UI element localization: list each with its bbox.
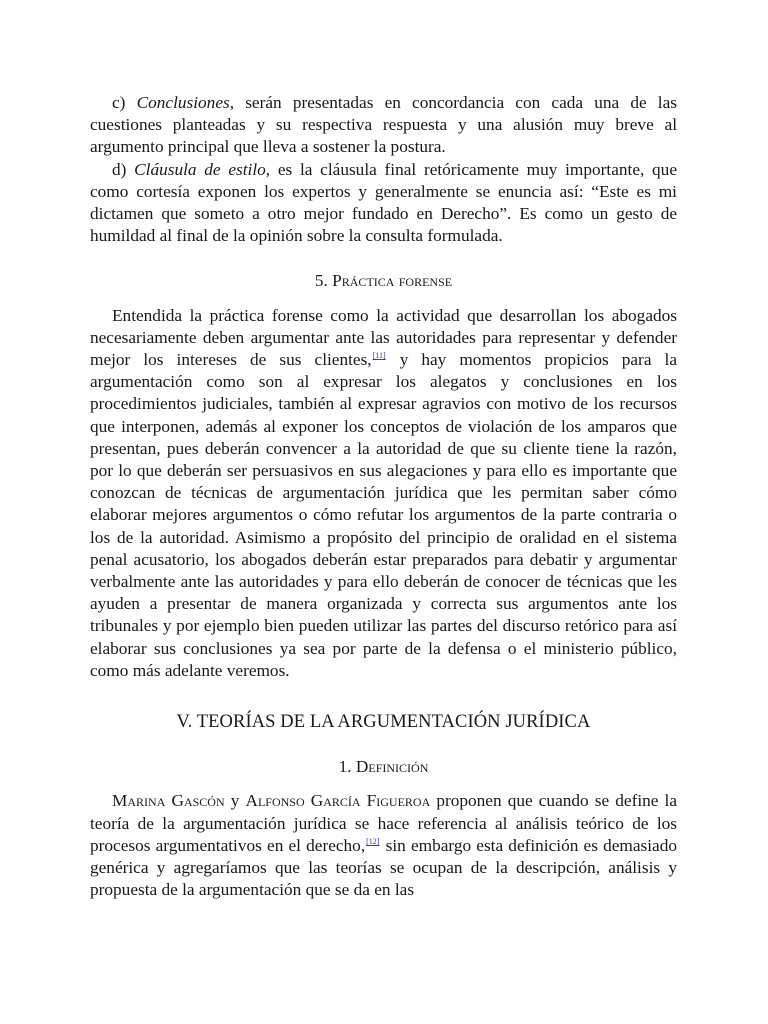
list-label-c: c) [112, 93, 137, 112]
paragraph-text: sin embargo esta definición es demasiado genérica y agregaríamos que las teorías se ocupan de la descripción, análisis y propuesta de la argumentación que se da en las [90, 835, 677, 900]
paragraph-text: , es la cláusula final retóricamente muy importante, que como cortesía exponen los expertos y generalmente se enuncia así: “Este es mi dictamen que someto a otro mejor fundado en Derecho”. Es como un gesto de humildad al final de la opinión sobre la consulta formulada. [90, 159, 677, 246]
paragraph-text: proponen que cuando se define la teoría de la argumentación jurídica se hace referencia al análisis teórico de los procesos argumentativos en el derecho, [90, 791, 678, 855]
paragraph-definicion [90, 790, 677, 901]
connector-text: y [224, 791, 246, 811]
paragraph-text: Entendida la práctica forense como la actividad que desarrollan los abogados necesariamente deben argumentar ante las autoridades para representar y defender mejor los intereses de sus clientes, [90, 305, 677, 370]
paragraph-text: y hay momentos propicios para la argumentación como son al expresar los alegatos y conclusiones en los procedimientos judiciales, también al expresar agravios con motivo de los recursos que interponen, además al exponer los conceptos de violación de los amparos que presentan, pues deberán convencer a la autoridad de que su cliente tiene la razón, por lo que deberán ser persuasivos en sus alegaciones y para ello es importante que conozcan de técnicas de argumentación jurídica que les permitan saber cómo elaborar mejores argumentos o cómo refutar los argumentos de la parte contraria o los de la autoridad. Asimismo a propósito del principio de oralidad en el sistema penal acusatorio, los abogados deberán estar preparados para debatir y argumentar verbalmente ante las autoridades y para ello deberán de conocer de técnicas que les ayuden a presentar de manera organizada y correcta sus argumentos ante los tribunales y por ejemplo bien pueden utilizar las partes del discurso retórico para así elaborar sus conclusiones ya sea por parte de la defensa o el ministerio público, como más adelante veremos. [90, 350, 677, 680]
paragraph-practica-forense [90, 305, 677, 682]
paragraph-clausula-de-estilo [90, 159, 677, 248]
list-label-d: d) [112, 159, 135, 179]
chapter-heading: V. TEORÍAS DE LA ARGUMENTACIÓN JURÍDICA [176, 712, 591, 733]
document-page [90, 92, 677, 902]
author-name: Alfonso García Figueroa [245, 791, 431, 811]
section-heading-definicion: 1. Definición [338, 757, 429, 777]
footnote-link-12[interactable]: [12] [366, 836, 380, 846]
paragraph-conclusiones [90, 92, 677, 159]
term-conclusiones: Conclusiones [136, 93, 230, 112]
footnote-link-11[interactable]: [11] [372, 351, 386, 361]
term-clausula-de-estilo: Cláusula de estilo [134, 159, 266, 179]
paragraph-text: , serán presentadas en concordancia con cada una de las cuestiones planteadas y su respectiva respuesta y una alusión muy breve al argumento principal que lleva a sostener la postura. [90, 93, 677, 157]
author-name: Marina Gascón [112, 791, 225, 811]
section-heading-practica-forense: 5. Práctica forense [314, 271, 453, 291]
